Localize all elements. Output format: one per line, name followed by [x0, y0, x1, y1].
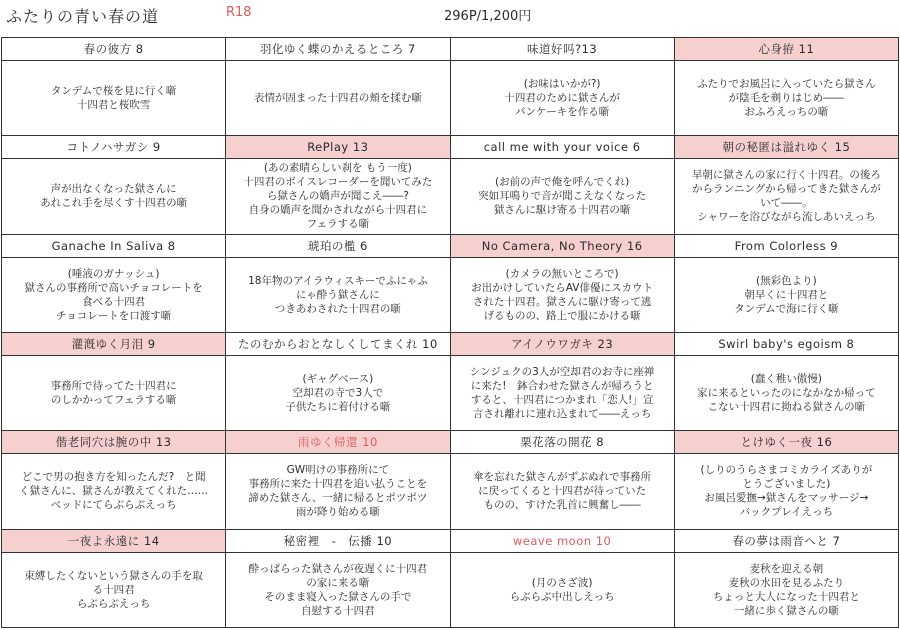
story-cell: [451, 333, 675, 431]
story-cell: [226, 235, 450, 333]
story-summary: (無彩色より) 朝早くに十四君と タンデムで海に行く噺: [734, 274, 839, 315]
story-summary: 麦秋を迎える朝 麦秋の水田を見るふたり ちょっと大人になった十四君と 一緒に歩く獄さんの噺: [712, 562, 860, 617]
story-cell: [2, 38, 226, 136]
story-cell: [675, 530, 899, 628]
story-title: Ganache In Saliva 8: [2, 235, 225, 258]
story-cell: [226, 431, 450, 529]
story-summary: (蠢く稚い傲慢) 家に来るといったのになかなか帰って こない十四君に拗ねる獄さんの噺: [697, 373, 876, 414]
story-title: 味道好吗?13: [451, 38, 674, 61]
page-title: ふたりの青い春の道: [6, 7, 160, 26]
story-cell: [2, 333, 226, 431]
story-summary: 18年物のアイラウィスキーでふにゃふ にゃ酔う獄さんに つきあわされた十四君の噺: [248, 274, 428, 315]
story-cell: [451, 38, 675, 136]
story-cell: [675, 333, 899, 431]
story-cell: [226, 530, 450, 628]
story-summary: タンデムで桜を見に行く噺 十四君と桜吹雪: [50, 85, 177, 112]
story-title: 羽化ゆく蝶のかえるところ 7: [226, 38, 449, 61]
story-summary: (カメラの無いところで) お出かけしていたらAV俳優にスカウト された十四君。獄さんに駆け寄って逃 げるものの、路上で服にかける噺: [471, 267, 653, 322]
story-cell: [2, 431, 226, 529]
story-summary: (しりのうらさまコミカライズありが とうございました) お風呂愛撫→獄さんをマッサージ→ バックプレイえっち: [700, 464, 873, 519]
story-cell: [2, 530, 226, 628]
story-summary: 表情が固まった十四君の頬を揉む噺: [253, 92, 422, 105]
page-header: [0, 0, 900, 34]
story-summary: GW明けの事務所にて 事務所に来た十四君を追い払うことを 諦めた獄さん、一緒に帰るとポツポツ 雨が降り始める噺: [248, 464, 428, 519]
story-title: 心身拵 11: [675, 38, 898, 61]
story-title: No Camera, No Theory 16: [451, 235, 674, 258]
price-label: 296P/1,200円: [444, 9, 532, 24]
story-title: From Colorless 9: [675, 235, 898, 258]
story-cell: [226, 136, 450, 234]
story-summary: 声が出なくなった獄さんに あれこれ手を尽くす十四君の噺: [40, 183, 188, 210]
story-cell: [451, 431, 675, 529]
story-title: アイノウワガキ 23: [451, 333, 674, 356]
story-title: 灌漑ゆく月泪 9: [2, 333, 225, 356]
story-cell: [2, 235, 226, 333]
story-summary: (お前の声で俺を呼んでくれ) 突如耳鳴りで音が聞こえなくなった 獄さんに駆け寄る十四君の噺: [478, 176, 647, 217]
story-summary: (あの素晴らしい刹を もう一度) 十四君のボイスレコーダーを聞いてみた ら獄さんの嬌声が聞こえ――? 自身の嬌声を聞かされながら十四君に フェラする噺: [243, 162, 433, 231]
story-table: [1, 37, 899, 628]
story-summary: シンジュクの3人が空却君のお寺に座禅 に来た! 鉢合わせた獄さんが帰ろうと すると、十四君につかまれ「恋人!」宣 言され離れに連れ込まれて――えっち: [469, 366, 655, 421]
story-title: 一夜よ永遠に 14: [2, 530, 225, 553]
story-summary: 事務所で待ってた十四君に のしかかってフェラする噺: [50, 380, 177, 407]
story-cell: [226, 333, 450, 431]
story-title: コトノハサガシ 9: [2, 136, 225, 159]
story-cell: [2, 136, 226, 234]
story-cell: [451, 235, 675, 333]
story-cell: [675, 38, 899, 136]
story-summary: (月のさざ波) らぶらぶ中出しえっち: [509, 576, 615, 603]
story-cell: [675, 136, 899, 234]
story-summary: 束縛したくないという獄さんの手を取 る十四君 らぶらぶえっち: [24, 569, 203, 610]
story-title: 琥珀の檻 6: [226, 235, 449, 258]
story-title: 朝の秘匿は溢れゆく 15: [675, 136, 898, 159]
story-summary: (ギャグベース) 空却君の寺で3人で 子供たちに着付ける噺: [285, 373, 391, 414]
story-title: 春の夢は雨音へと 7: [675, 530, 898, 553]
story-title: call me with your voice 6: [451, 136, 674, 159]
story-title: Swirl baby's egoism 8: [675, 333, 898, 356]
story-summary: ふたりでお風呂に入っていたら獄さん が陰毛を剃りはじめ―― おふろえっちの噺: [697, 78, 876, 119]
story-summary: どこで男の抱き方を知ったんだ? と聞 く獄さんに、獄さんが教えてくれた…… ベッドにてらぶらぶえっち: [19, 471, 209, 512]
rating-label: R18: [226, 5, 252, 20]
story-title: たのむからおとなしくしてまくれ 10: [226, 333, 449, 356]
story-cell: [451, 136, 675, 234]
story-title: とけゆく一夜 16: [675, 431, 898, 454]
story-summary: 傘を忘れた獄さんがずぶぬれで事務所 に戻ってくると十四君が待っていた ものの、すけた乳首に興奮し――: [473, 471, 652, 512]
story-title: 春の彼方 8: [2, 38, 225, 61]
story-summary: 早朝に獄さんの家に行く十四君。の後ろ からランニングから帰ってきた獄さんが いて――。 シャワーを浴びながら流しあいえっち: [691, 169, 881, 224]
story-title: 秘密裡 - 伝播 10: [226, 530, 449, 553]
story-cell: [675, 431, 899, 529]
story-title: 偕老同穴は腕の中 13: [2, 431, 225, 454]
story-cell: [451, 530, 675, 628]
story-summary: (唾液のガナッシュ) 獄さんの事務所で高いチョコレートを 食べる十四君 チョコレートを口渡す噺: [24, 267, 203, 322]
story-title: 雨ゆく帰還 10: [226, 431, 449, 454]
story-title: 栗花落の開花 8: [451, 431, 674, 454]
story-summary: 酔っぱらった獄さんが夜遅くに十四君 の家に来る噺 そのまま寝入った獄さんの手で 自慰する十四君: [248, 562, 428, 617]
story-title: weave moon 10: [451, 530, 674, 553]
story-cell: [226, 38, 450, 136]
story-cell: [675, 235, 899, 333]
story-title: RePlay 13: [226, 136, 449, 159]
story-summary: (お味はいかが?) 十四君のために獄さんが パンケーキを作る噺: [504, 78, 620, 119]
